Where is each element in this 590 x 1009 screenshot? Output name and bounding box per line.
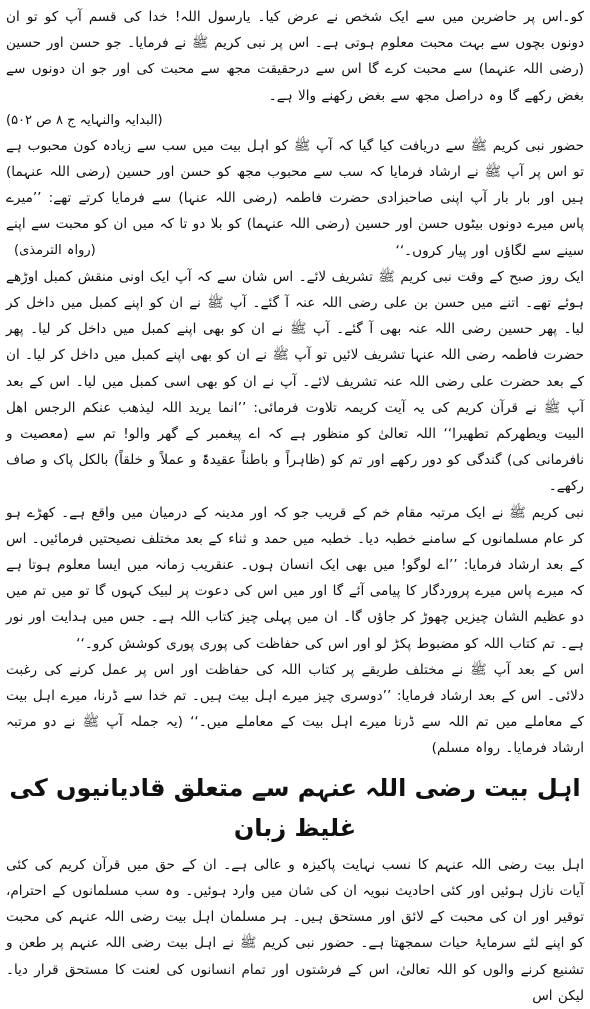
paragraph-4: نبی کریم ﷺ نے ایک مرتبہ مقام خم کے قریب جو کہ اور مدینہ کے درمیان میں واقع ہے۔ کھڑے ہو کر عام مسلمانوں کے سامنے خطبہ دیا۔ خطبہ میں حمد و ثناء کے بعد مختلف نصیحتیں فرمائیں۔ اس کے بعد ارشاد فرمایا: ’’اے لوگو! میں بھی ایک انسان ہوں۔ عنقریب زمانہ میں ایسا معلوم ہوتا ہے کہ میرے پاس میرے پروردگار کا پیامی آئے گا اور میں اس کی دعوت پر لبیک کہوں گا تو میں تم میں دو عظیم الشان چیزیں چھوڑ کر جاؤں گا۔ ان میں پہلی چیز کتاب اللہ ہے۔ جس میں ہدایت اور نور ہے۔ تم کتاب اللہ کو مضبوط پکڑ لو اور اس کی حفاظت کی پوری پوری کوشش کرو۔‘‘ <box>6 504 584 652</box>
paragraph-1: کو۔اس پر حاضرین میں سے ایک شخص نے عرض کیا۔ یارسول اللہ! خدا کی قسم آپ کو تو ان دونوں بچوں سے بہت محبت معلوم ہوتی ہے۔ اس پر نبی کریم ﷺ نے فرمایا۔ جو حسن اور حسین (رضی اللہ عنہما) سے محبت کرے گا اس سے درحقیقت مجھ سے محبت کی اور جو ان دونوں سے بغض رکھے گا وہ دراصل مجھ سے بغض رکھنے والا ہے۔ <box>6 9 584 104</box>
paragraph-2 <box>6 133 584 264</box>
reference-tirmidhi: (رواہ الترمذی) <box>14 242 96 258</box>
section-heading: اہل بیت رضی اللہ عنہم سے متعلق قادیانیوں کی غلیظ زبان <box>9 773 581 842</box>
reference-bidaya: (البدایہ والنہایہ ج ۸ ص ۵۰۲) <box>6 112 163 128</box>
paragraph-6: اہل بیت رضی اللہ عنہم کا نسب نہایت پاکیزہ و عالی ہے۔ ان کے حق میں قرآن کریم کی کئی آیات نازل ہوئیں اور کئی احادیث نبویہ ان کی شان میں وارد ہوئیں۔ وہ سب مسلمانوں کے احترام، توقیر اور ان کی محبت کے لائق اور مستحق ہیں۔ ہر مسلمان اہل بیت رضی اللہ عنہم کی محبت کو اپنے لئے سرمایۂ حیات سمجھتا ہے۔ حضور نبی کریم ﷺ نے اہل بیت رضی اللہ عنہم پر طعن و تشنیع کرنے والوں کو اللہ تعالیٰ، اس کے فرشتوں اور تمام انسانوں کی لعنت کا مستحق قرار دیا۔ لیکن اس <box>6 856 584 1004</box>
paragraph-2-text: حضور نبی کریم ﷺ سے دریافت کیا گیا کہ آپ ﷺ کو اہل بیت میں سب سے زیادہ کون محبوب ہے تو اس پر آپ ﷺ نے ارشاد فرمایا کہ سب سے محبوب مجھ کو حسن اور حسین (رضی اللہ عنہما) ہیں اور بار بار آپ اپنی صاحبزادی حضرت فاطمہ (رضی اللہ عنہا) سے فرمایا کرتے تھے: ’’میرے پاس میرے دونوں بیٹوں حسن اور حسین (رضی اللہ عنہما) کو بلا دو تا کہ میں ان کو محبت سے اپنے سینے سے لگاؤں اور پیار کروں۔‘‘ <box>6 137 584 259</box>
document-page <box>6 4 584 1004</box>
paragraph-3: ایک روز صبح کے وقت نبی کریم ﷺ تشریف لائے۔ اس شان سے کہ آپ ایک اونی منقش کمبل اوڑھے ہوئے تھے۔ اتنے میں حسن بن علی رضی اللہ عنہ آ گئے۔ آپ ﷺ نے ان کو اپنے کمبل میں داخل کر لیا۔ پھر حسین رضی اللہ عنہ بھی آ گئے۔ آپ ﷺ نے ان کو بھی اپنے کمبل میں داخل کر لیا۔ پھر حضرت فاطمہ رضی اللہ عنہا تشریف لائیں تو آپ ﷺ نے ان کو بھی اپنے کمبل میں داخل کر لیا۔ ان کے بعد حضرت علی رضی اللہ عنہ تشریف لائے۔ آپ نے ان کو بھی اسی کمبل میں لیا۔ اس کے بعد آپ ﷺ نے قرآن کریم کی یہ آیت کریمہ تلاوت فرمائی: ’’انما یرید اللہ لیذھب عنکم الرجس اھل البیت ویطھرکم تطھیرا‘‘ اللہ تعالیٰ کو منظور ہے کہ اے پیغمبر کے گھر والو! تم سے (معصیت و نافرمانی کی) گندگی کو دور رکھے اور تم کو (ظاہراً و باطناً عقیدۃً و عملاً و خلقاً) بالکل پاک و صاف رکھے۔ <box>6 268 584 495</box>
paragraph-5: اس کے بعد آپ ﷺ نے مختلف طریقے پر کتاب اللہ کی حفاظت اور اس پر عمل کرنے کی رغبت دلائی۔ اس کے بعد ارشاد فرمایا: ’’دوسری چیز میرے اہل بیت ہیں۔ تم خدا سے ڈرنا، میرے اہل بیت کے معاملے میں تم اللہ سے ڈرنا میرے اہل بیت کے معاملے میں۔‘‘ (یہ جملہ آپ ﷺ نے دو مرتبہ ارشاد فرمایا۔ رواہ مسلم) <box>6 661 584 757</box>
